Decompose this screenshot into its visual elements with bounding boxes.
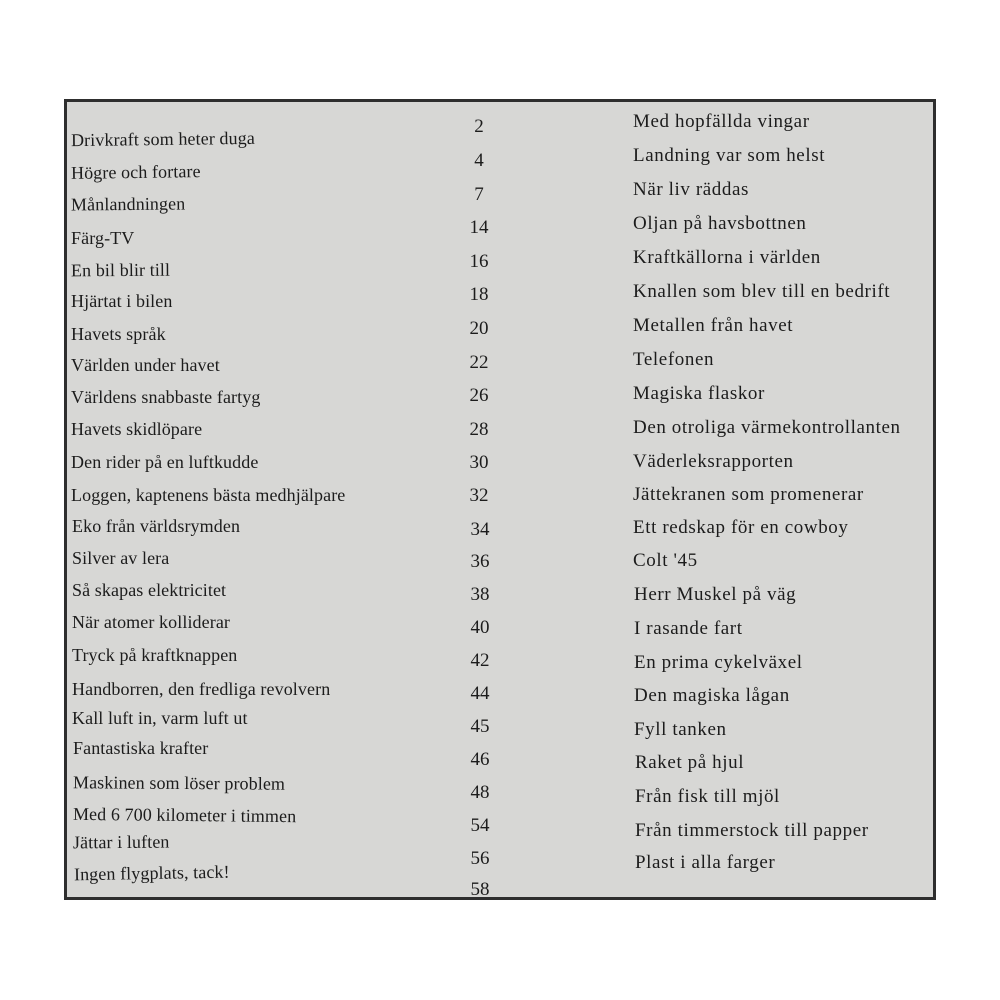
- toc-page-number: 46: [470, 749, 490, 770]
- toc-right-title: I rasande fart: [634, 618, 743, 639]
- toc-left-title: Kall luft in, varm luft ut: [72, 708, 248, 728]
- toc-left-title: En bil blir till: [70, 259, 171, 281]
- toc-left-title: När atomer kolliderar: [72, 612, 231, 632]
- toc-right-title: Fyll tanken: [634, 719, 727, 740]
- toc-page-number: 54: [470, 815, 490, 836]
- toc-left-title: Silver av lera: [72, 548, 170, 568]
- toc-right-title: När liv räddas: [633, 179, 750, 200]
- toc-right-title: Den magiska lågan: [634, 685, 790, 706]
- toc-right-title: En prima cykelväxel: [634, 652, 803, 673]
- toc-left-title: Månlandningen: [70, 193, 186, 215]
- toc-left-title: Havets språk: [71, 324, 166, 344]
- toc-page-number: 20: [469, 318, 489, 339]
- toc-left-title: Tryck på kraftknappen: [72, 645, 238, 665]
- toc-left-title: Jättar i luften: [72, 831, 170, 853]
- toc-right-title: Plast i alla farger: [635, 852, 776, 873]
- toc-right-title: Ett redskap för en cowboy: [633, 517, 849, 538]
- toc-right-title: Metallen från havet: [633, 315, 794, 336]
- toc-left-title: Drivkraft som heter duga: [70, 127, 255, 151]
- toc-page-number: 30: [469, 452, 489, 473]
- toc-page-number: 28: [469, 419, 489, 440]
- toc-page-number: 4: [474, 150, 484, 171]
- toc-left-title: Världens snabbaste fartyg: [71, 387, 261, 407]
- toc-right-title: Jättekranen som promenerar: [633, 484, 864, 505]
- toc-left-title: Fantastiska krafter: [73, 738, 209, 758]
- toc-page-number: 58: [470, 879, 490, 900]
- toc-right-title: Väderleksrapporten: [633, 451, 794, 472]
- toc-page-number: 42: [470, 650, 490, 671]
- toc-right-title: Landning var som helst: [633, 145, 826, 166]
- toc-page-number: 44: [470, 683, 490, 704]
- toc-right-title: Colt '45: [633, 550, 698, 571]
- toc-left-title: Havets skidlöpare: [71, 419, 203, 439]
- toc-right-title: Kraftkällorna i världen: [633, 247, 821, 268]
- toc-page-number: 36: [470, 551, 490, 572]
- toc-left-title: Loggen, kaptenens bästa medhjälpare: [71, 485, 346, 505]
- toc-right-title: Raket på hjul: [635, 752, 745, 773]
- toc-right-title: Från timmerstock till papper: [635, 820, 869, 841]
- toc-left-title: Hjärtat i bilen: [71, 291, 173, 311]
- toc-page-number: 48: [470, 782, 490, 803]
- toc-left-title: Världen under havet: [71, 355, 220, 375]
- toc-left-title: Den rider på en luftkudde: [71, 452, 259, 472]
- toc-left-title: Högre och fortare: [70, 161, 201, 183]
- book-page-photo: [64, 99, 936, 900]
- toc-page-number: 34: [470, 519, 490, 540]
- toc-right-title: Den otroliga värmekontrollanten: [633, 417, 901, 438]
- toc-page-number: 32: [469, 485, 489, 506]
- toc-left-title: Färg-TV: [71, 228, 135, 248]
- toc-right-title: Oljan på havsbottnen: [633, 213, 807, 234]
- toc-page-number: 14: [469, 217, 489, 238]
- toc-page-number: 26: [469, 385, 489, 406]
- toc-right-title: Telefonen: [633, 349, 715, 370]
- toc-left-title: Ingen flygplats, tack!: [73, 861, 230, 885]
- toc-left-title: Eko från världsrymden: [72, 516, 241, 536]
- toc-right-title: Med hopfällda vingar: [633, 111, 810, 132]
- toc-page-number: 18: [469, 284, 489, 305]
- toc-right-title: Från fisk till mjöl: [635, 786, 780, 807]
- toc-page-number: 7: [474, 184, 484, 205]
- toc-right-title: Knallen som blev till en bedrift: [633, 281, 891, 302]
- toc-page-number: 38: [470, 584, 490, 605]
- toc-page-number: 40: [470, 617, 490, 638]
- toc-right-title: Magiska flaskor: [633, 383, 765, 404]
- toc-left-title: Handborren, den fredliga revolvern: [72, 679, 331, 699]
- toc-page-number: 45: [470, 716, 490, 737]
- toc-page-number: 22: [469, 352, 489, 373]
- toc-left-title: Så skapas elektricitet: [72, 580, 227, 600]
- toc-page-number: 2: [474, 116, 484, 137]
- toc-left-title: Med 6 700 kilometer i timmen: [72, 803, 297, 827]
- toc-right-title: Herr Muskel på väg: [634, 584, 797, 605]
- toc-page-number: 56: [470, 848, 490, 869]
- toc-page-number: 16: [469, 251, 489, 272]
- toc-left-title: Maskinen som löser problem: [72, 772, 286, 794]
